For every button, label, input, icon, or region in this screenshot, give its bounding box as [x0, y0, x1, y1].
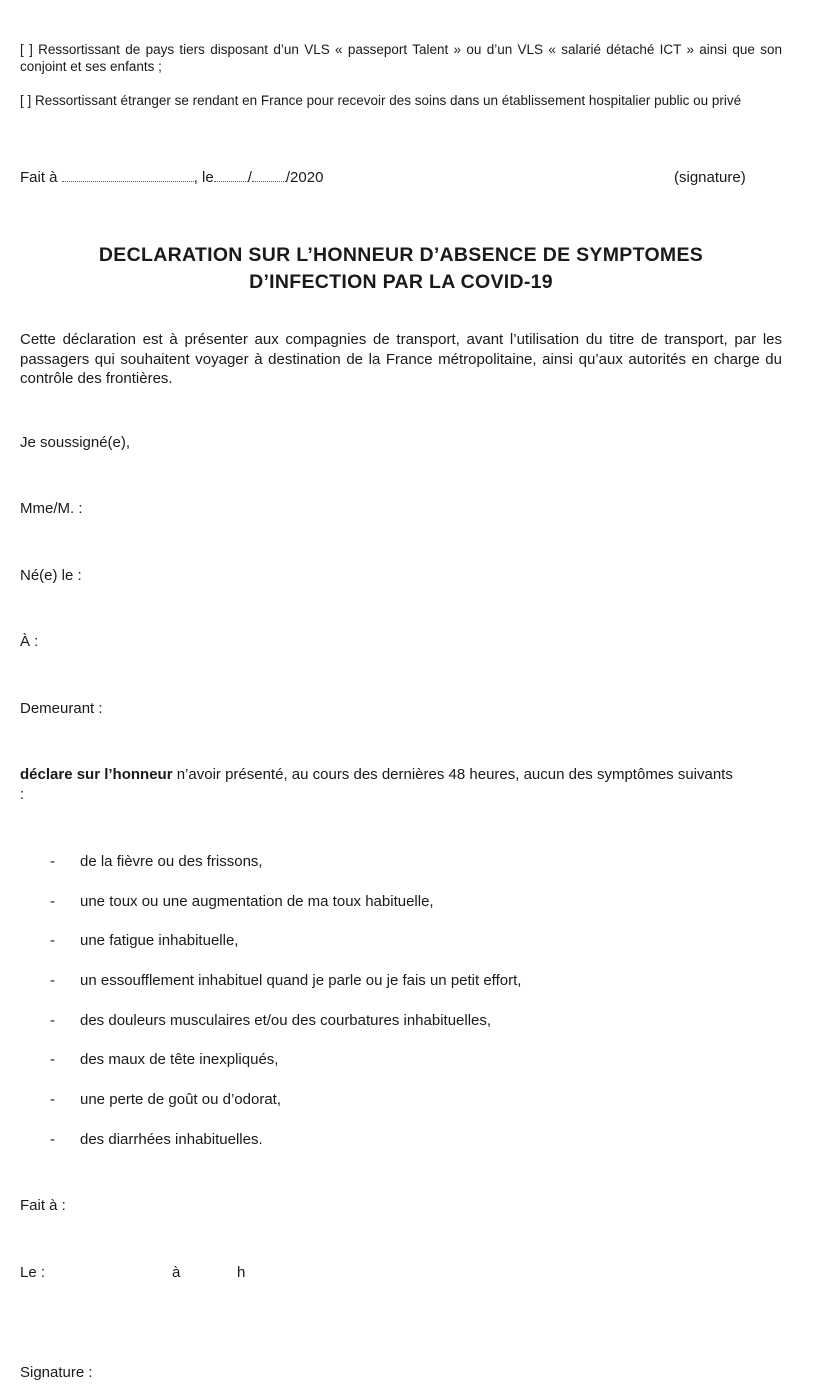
- footer-hour-field[interactable]: [185, 1258, 233, 1284]
- footer-hour-label: h: [237, 1264, 246, 1281]
- option-text-talent: Ressortissant de pays tiers disposant d’un VLS « passeport Talent » ou d’un VLS « salarié détaché ICT » ainsi que son conjoint et ses enfants ;: [20, 42, 782, 74]
- footer-signature-field[interactable]: [110, 1358, 510, 1384]
- option-text-soins: Ressortissant étranger se rendant en France pour recevoir des soins dans un établissement hospitalier public ou privé: [35, 93, 742, 108]
- footer-date-label: Le :: [20, 1264, 46, 1281]
- le-label: , le: [193, 169, 214, 186]
- list-bullet: -: [50, 1131, 55, 1148]
- symptom-item: des diarrhées inhabituelles.: [80, 1131, 263, 1148]
- footer-place-field[interactable]: [80, 1191, 780, 1217]
- slash-separator: /: [247, 169, 252, 186]
- option-soins: [20, 92, 782, 109]
- declaration-text: n’avoir présenté, au cours des dernières 48 heures, aucun des symptômes suivants :: [20, 766, 733, 803]
- footer-place-label: Fait à :: [20, 1197, 66, 1214]
- list-bullet: -: [50, 853, 55, 870]
- declaration-bold: déclare sur l’honneur: [20, 766, 173, 783]
- symptom-item: un essoufflement inhabituel quand je parle ou je fais un petit effort,: [80, 972, 522, 989]
- month-blank[interactable]: [252, 169, 286, 182]
- address-field-label: Demeurant :: [20, 700, 103, 717]
- list-bullet: -: [50, 1051, 55, 1068]
- birthplace-field[interactable]: [100, 627, 780, 653]
- address-field[interactable]: [120, 694, 780, 720]
- page-title: [20, 242, 782, 296]
- symptom-item: une fatigue inhabituelle,: [80, 932, 239, 949]
- place-blank[interactable]: [62, 169, 194, 182]
- footer-signature-label: Signature :: [20, 1364, 93, 1381]
- declaration-paragraph: [20, 765, 740, 804]
- birthdate-field[interactable]: [100, 561, 780, 587]
- soussigne-label: Je soussigné(e),: [20, 434, 131, 451]
- year-label: /2020: [285, 169, 324, 186]
- checkbox-talent[interactable]: [ ]: [20, 42, 33, 57]
- footer-date-field[interactable]: [55, 1258, 165, 1284]
- title-line-1: DECLARATION SUR L’HONNEUR D’ABSENCE DE SYMPTOMES: [98, 244, 704, 266]
- symptom-item: des douleurs musculaires et/ou des courbatures inhabituelles,: [80, 1012, 492, 1029]
- list-bullet: -: [50, 972, 55, 989]
- symptom-item: une toux ou une augmentation de ma toux habituelle,: [80, 893, 434, 910]
- symptom-item: de la fièvre ou des frissons,: [80, 853, 263, 870]
- fait-a-label: Fait à: [20, 169, 58, 186]
- birthdate-field-label: Né(e) le :: [20, 567, 82, 584]
- day-blank[interactable]: [214, 169, 248, 182]
- signature-placeholder: (signature): [674, 169, 746, 186]
- title-line-2: D’INFECTION PAR LA COVID-19: [249, 271, 553, 293]
- intro-paragraph: Cette déclaration est à présenter aux compagnies de transport, avant l’utilisation du titre de transport, par les passagers qui souhaitent voyager à destination de la France métropolitaine, ainsi qu’aux autorités en charge du contrôle des frontières.: [20, 331, 782, 387]
- symptom-item: une perte de goût ou d’odorat,: [80, 1091, 281, 1108]
- checkbox-soins[interactable]: [ ]: [20, 93, 32, 108]
- option-passeport-talent: [20, 41, 782, 75]
- symptom-item: des maux de tête inexpliqués,: [80, 1051, 279, 1068]
- list-bullet: -: [50, 1091, 55, 1108]
- fait-a-line: [20, 168, 782, 188]
- list-bullet: -: [50, 932, 55, 949]
- name-field[interactable]: [100, 494, 780, 520]
- list-bullet: -: [50, 1012, 55, 1029]
- list-bullet: -: [50, 893, 55, 910]
- footer-time-at-label: à: [172, 1264, 181, 1281]
- name-field-label: Mme/M. :: [20, 500, 83, 517]
- birthplace-field-label: À :: [20, 633, 39, 650]
